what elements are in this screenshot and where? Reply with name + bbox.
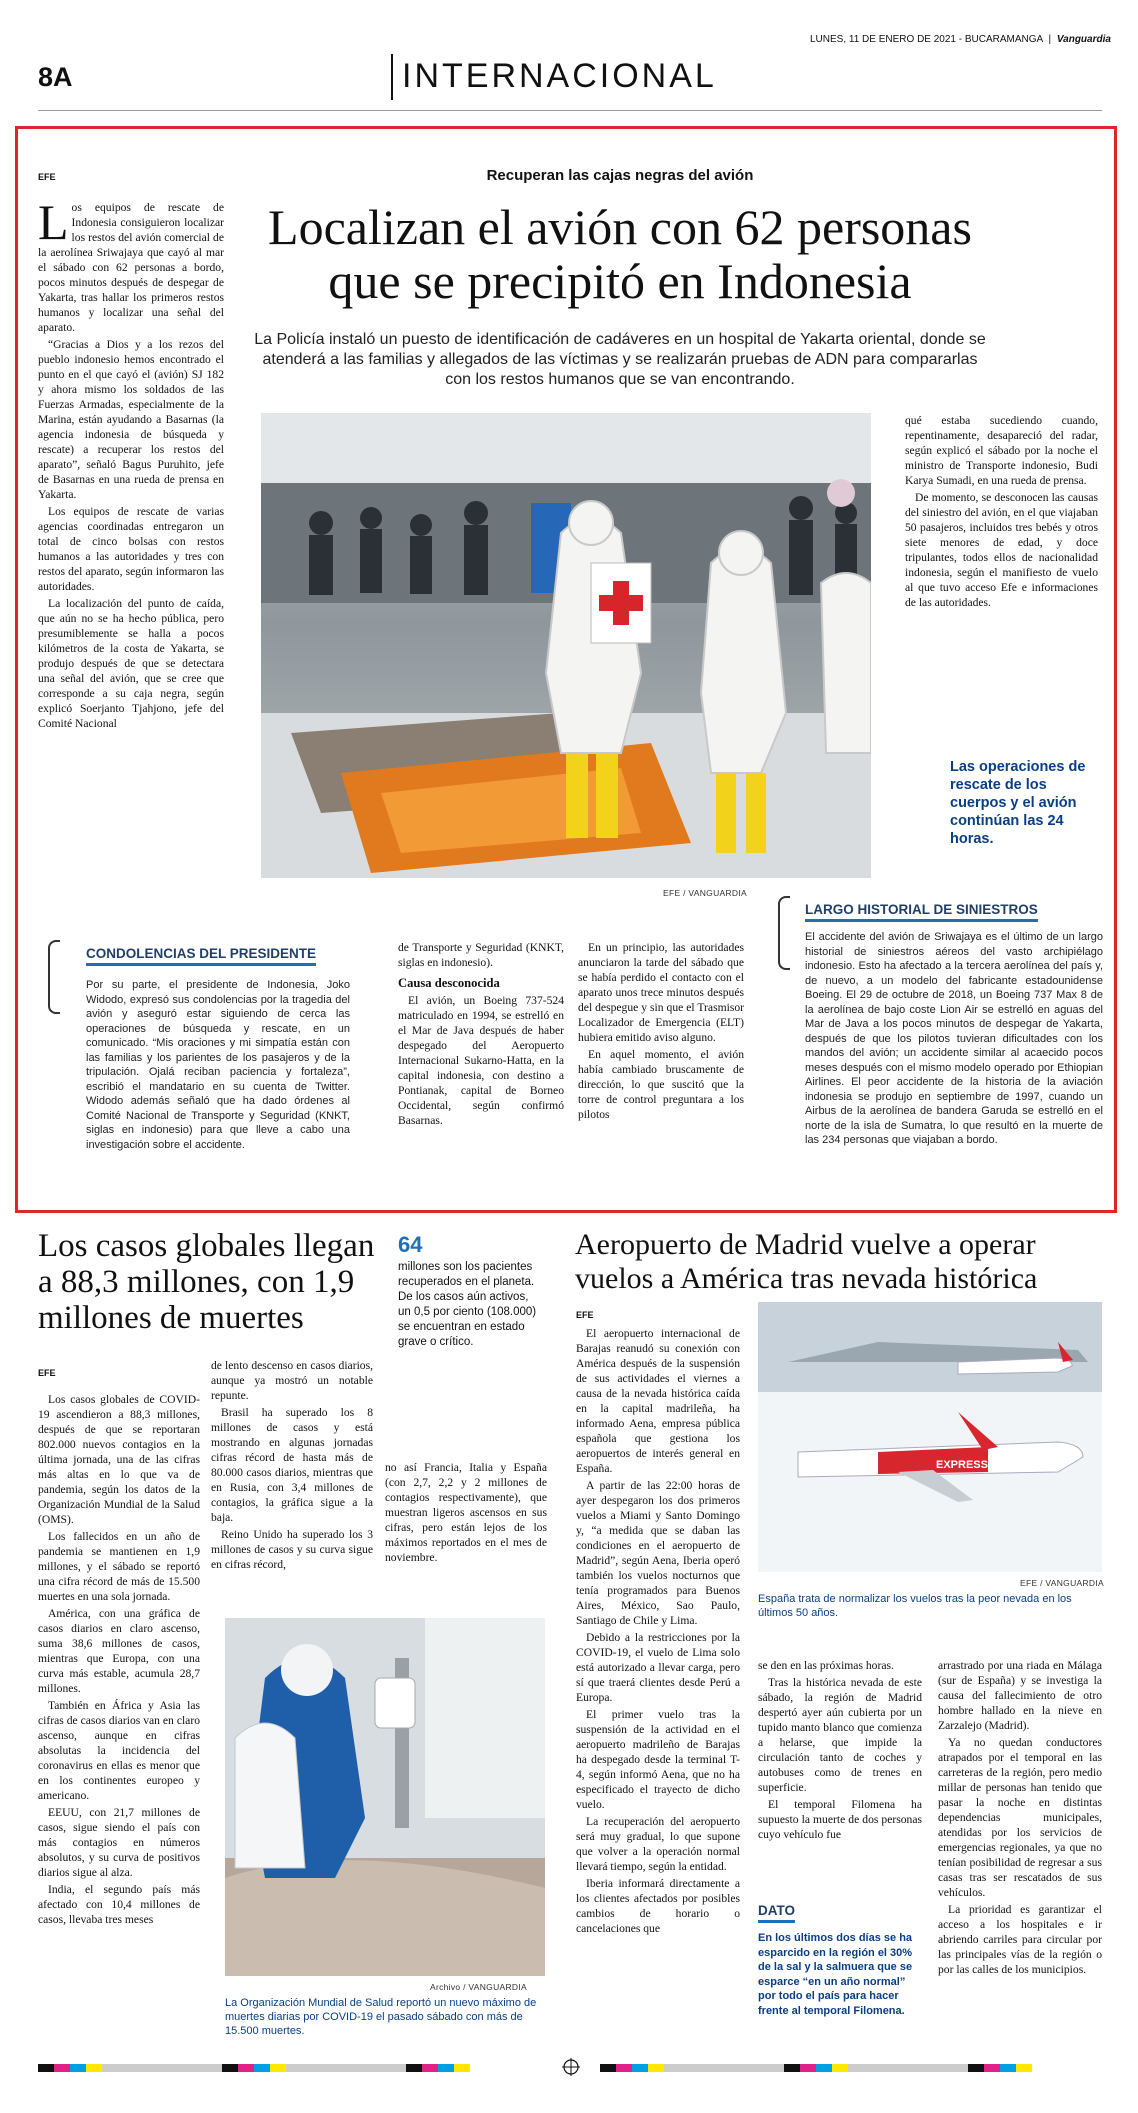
col-mid2-p1: En un principio, las autoridades anunciaron la tarde del sábado que se había perdido el contacto con el aparato unos trece minutos después del despegue y sin que el Trasmisor Localizador de Emergencia (ELT) hubiera emitido aviso alguno. [578,941,744,1044]
col-mid2-p2: En aquel momento, el avión había cambiado bruscamente de dirección, lo que suscitó que la torre de control preguntara a los pilotos [578,1048,744,1121]
main-column-mid2 [578,940,744,1124]
header-divider [391,54,393,100]
madrid-m2-p1: se den en las próximas horas. [758,1659,894,1672]
madrid-m1-p6: Iberia informará directamente a los clientes afectados por posibles cambios de horario o cancelaciones que [576,1877,740,1935]
madrid-column-3 [938,1658,1102,1979]
covid-byline: EFE [38,1368,56,1378]
color-bar-right [600,2064,1032,2072]
madrid-m1-p2: A partir de las 22:00 horas de ayer despegaron los dos primeros vuelos a Miami y Santo Domingo y, “a medida que se daban las condiciones en el aeropuerto de Madrid”, según Aena, Iberia operó también los vuelos nocturnos que tenía programados para Buenos Aires, México, Sao Paulo, Santiago de Chile y Lima. [576,1479,740,1627]
rescue-photo-credit: EFE / VANGUARDIA [663,888,747,898]
covid-c1-p5: EEUU, con 21,7 millones de casos, sigue siendo el país con más contagios en números absolutos, y su curva de positivos diarios sigue al alza. [38,1806,200,1879]
covid-column-2 [211,1358,373,1574]
main-column-right [905,413,1098,612]
madrid-m1-p1: El aeropuerto internacional de Barajas reanudó su conexión con América después de la suspensión de sus actividades el viernes a causa de la nevada histórica caída en la capital madrileña, ha informado Aena, empresa pública española que gestiona los aeropuertos de interés general en España. [576,1327,740,1475]
brand-logo: Vanguardia [1056,34,1111,45]
airport-photo-credit: EFE / VANGUARDIA [1020,1578,1104,1588]
covid-c1-p2: Los fallecidos en un año de pandemia se mantienen en 1,9 millones, y el sábado se reportó una cifra récord de más de 15.500 muertes en una sola jornada. [38,1530,200,1603]
covid-column-3 [385,1460,547,1567]
dato-title: DATO [758,1903,795,1923]
dato-box [758,1900,922,2018]
covid-column-1 [38,1392,200,1929]
covid-c2-p1: de lento descenso en casos diarios, aunque ya mostró un notable repunte. [211,1359,373,1402]
main-column-mid [398,940,564,1130]
covid-photo-illustration [225,1618,545,1976]
madrid-m3-p2: Ya no quedan conductores atrapados por el temporal en las carreteras de la región, pero medio millar de personas han tenido que pasar la noche en distintas dependencias municipales, atendidas por los servicios de emergencias regionales, ya que no tenían posibilidad de regresar a sus casas tras ser rescatados de sus vehículos. [938,1736,1102,1899]
historial-box-text: El accidente del avión de Sriwajaya es el último de un largo historial de siniestros aéreos del vasto archipiélago indonesio. Esto ha afectado a la tercera aerolínea del país y, de nuevo, a un modelo del fabricante estadounidense Boeing. El 29 de octubre de 2018, un Boeing 737 Max 8 de la aerolínea de bajo coste Lion Air se estrelló en aguas del Mar de Java a los pocos minutos de despegar de Yakarta, después de que los pilotos tuvieran dificultades con los mandos del avión; un accidente similar al acaecido pocos meses después con el mismo modelo operado por Ethiopian Airlines. El peor accidente de la historia de la aviación indonesia se produjo en septiembre de 1997, cuando un Airbus de la aerolínea de bandera Garuda se estrelló en el norte de la isla de Sumatra, lo que resultó en la muerte de las 234 personas que viajaban a bordo. [805,931,1103,1146]
covid-c1-p1: Los casos globales de COVID-19 ascendieron a 88,3 millones, después de que se reportaran 802.000 nuevos contagios en la última jornada, una de las cifras más altas en lo que va de pandemia, según los datos de la Organización Mundial de la Salud (OMS). [38,1393,200,1526]
col-mid-p2: El avión, un Boeing 737-524 matriculado en 1994, se estrelló en el Mar de Java después de haber despegado del Aeropuerto Internacional Sukarno-Hatta, en la capital indonesia, con destino a Pontianak, capital de Borneo Occidental, según confirmó Basarnas. [398,994,564,1127]
main-standfirst [240,330,1000,390]
col-mid-subhead: Causa desconocida [398,976,500,990]
covid-c2-p3: Reino Unido ha superado los 3 millones de casos y su curva sigue en cifras récord, [211,1528,373,1571]
covid-stat-box [398,1232,544,1350]
rescue-photo-illustration [261,413,871,878]
col1-p3: Los equipos de rescate de varias agencias coordinadas entregaron un total de cinco bolsas con restos humanos a las autoridades y tres con restos del aparato, según informaron las autoridades. [38,505,224,593]
madrid-m2-p3: El temporal Filomena ha supuesto la muerte de dos personas cuyo vehículo fue [758,1798,922,1841]
covid-c3-p1: no así Francia, Italia y España (con 2,7, 2,2 y 2 millones de contagios respectivamente), que muestran ligeros ascensos en sus cifras, pero están lejos de los máximos reportados en el mes de noviembre. [385,1461,547,1564]
madrid-column-1 [576,1326,740,1938]
rescue-photo-caption: Las operaciones de rescate de los cuerpos y el avión continúan las 24 horas. [950,759,1086,847]
madrid-headline-line2: vuelos a América tras nevada histórica [575,1262,1038,1295]
main-headline-line2: que se precipitó en Indonesia [328,253,912,309]
dateline [810,34,1111,45]
dato-text: En los últimos dos días se ha esparcido en la región el 30% de la sal y la salmuera que se esparce “en un año normal” por todo el país para hacer frente al temporal Filomena. [758,1932,913,2017]
col-right-p2: De momento, se desconocen las causas del siniestro del avión, en el que viajaban 50 pasajeros, incluidos tres bebés y otros siete menores de edad, y doce tripulantes, todos ellos de nacionalidad indonesia, según el manifiesto de vuelo al que tuvo acceso Efe e informaciones de las autoridades. [905,491,1098,609]
condolencias-box-title: CONDOLENCIAS DEL PRESIDENTE [86,946,316,966]
col1-p1: os equipos de rescate de Indonesia consiguieron localizar los restos del avión comercial de la aerolínea Sriwajaya que cayó al mar el sábado con 62 personas a bordo, pocos minutos después de despegar de Yakarta, tras hallar los primeros restos humanos y localizar una señal del aparato. [38,201,224,334]
color-bar-left [38,2064,470,2072]
main-kicker: Recuperan las cajas negras del avión [486,167,754,184]
airport-photo-caption: España trata de normalizar los vuelos tras la peor nevada en los últimos 50 años. [758,1593,1072,1619]
covid-stat-text: millones son los pacientes recuperados en el planeta. De los casos aún activos, un 0,5 por ciento (108.000) se encuentran en estado grave o crítico. [398,1261,537,1348]
airport-photo-illustration [758,1302,1102,1572]
covid-photo-caption: La Organización Mundial de Salud reportó un nuevo máximo de muertes diarias por COVID-19 el pasado sábado con más de 15.500 muertes. [225,1997,537,2037]
covid-c1-p3: América, con una gráfica de casos diarios en claro ascenso, suma 38,6 millones de casos, mientras que Europa, con una curva más estable, acumula 28,7 millones. [38,1607,200,1695]
historial-bracket [778,896,790,970]
covid-headline-line2: a 88,3 millones, con 1,9 [38,1264,355,1300]
madrid-headline [575,1228,1115,1296]
covid-headline-line3: millones de muertes [38,1300,304,1336]
covid-headline [38,1228,378,1336]
madrid-column-2 [758,1658,922,1844]
standfirst-line2: atenderá a las familias y allegados de las víctimas y se realizarán pruebas de ADN para compararlas [262,351,978,368]
madrid-m2-p2: Tras la histórica nevada de este sábado, la región de Madrid despertó ayer aún cubierta por un tupido manto blanco que comienza a helarse, que impide la circulación tanto de coches y autobuses como de trenes en superficie. [758,1676,922,1794]
dateline-separator: | [1048,34,1052,45]
madrid-m1-p4: El primer vuelo tras la suspensión de la actividad en el aeropuerto madrileño de Barajas ha despegado desde la terminal T-4, según informó Aena, que no ha especificado el trayecto de dicho vuelo. [576,1708,740,1811]
covid-photo-credit: Archivo / VANGUARDIA [430,1982,528,1992]
header-rule [38,110,1102,111]
covid-stat-number: 64 [398,1232,423,1257]
col-mid-p1: de Transporte y Seguridad (KNKT, siglas en indonesio). [398,941,564,969]
covid-photo [225,1618,545,1976]
col-right-p1: qué estaba sucediendo cuando, repentinamente, desapareció del radar, según explicó el sábado por la noche el ministro de Transporte indonesio, Budi Karya Sumadi, en una rueda de prensa. [905,414,1098,487]
condolencias-bracket [48,940,60,1014]
drop-cap: L [38,194,69,250]
main-byline: EFE [38,172,56,182]
covid-c1-p4: También en África y Asia las cifras de casos diarios van en claro ascenso, aunque en cifras absolutas la incidencia del coronavirus en ellas es menor que en los continentes europeo y americano. [38,1699,200,1802]
plane-livery-text: EXPRESS [936,1459,988,1471]
airport-photo [758,1302,1102,1572]
madrid-byline: EFE [576,1310,594,1320]
madrid-m3-p1: arrastrado por una riada en Málaga (sur de España) y se investiga la causa del fallecimiento de otro hombre hallado en la nieve en Zarzalejo (Madrid). [938,1659,1102,1732]
historial-box-title: LARGO HISTORIAL DE SINIESTROS [805,902,1038,922]
col1-p4: La localización del punto de caída, que aún no se ha hecho pública, pero presumiblemente se halla a pocos kilómetros de la costa de Yakarta, se produjo después de que se detectara una señal del avión, que se cree que corresponde a su caja negra, según explicó Soerjanto Tjahjono, jefe del Comité Nacional [38,597,224,730]
main-headline-line1: Localizan el avión con 62 personas [268,199,972,255]
section-title: INTERNACIONAL [402,57,717,95]
condolencias-box-text: Por su parte, el presidente de Indonesia, Joko Widodo, expresó sus condolencias por la tragedia del avión y aseguró estar siguiendo de cerca las operaciones de búsqueda y rescate, en un comunicado. “Mis oraciones y mi simpatía están con las familias y los parientes de los pasajeros y de la tripulación. Ojalá reciban paciencia y fortaleza”, escribió el mandatario en su cuenta de Twitter. Widodo además señaló que ha dado órdenes al Comité Nacional de Transporte y Seguridad (KNKT, siglas en indonesio) para que lleve a cabo una investigación sobre el accidente. [86,979,350,1151]
madrid-m3-p3: La prioridad es garantizar el acceso a los hospitales e ir abriendo carriles para circular por las principales vías de la región o por las calles de los municipios. [938,1903,1102,1976]
dateline-text: LUNES, 11 DE ENERO DE 2021 - BUCARAMANGA [810,34,1043,45]
standfirst-line1: La Policía instaló un puesto de identificación de cadáveres en un hospital de Yakarta oriental, donde se [254,331,986,348]
madrid-headline-line1: Aeropuerto de Madrid vuelve a operar [575,1228,1036,1261]
standfirst-line3: con los restos humanos que se van encontrando. [445,371,795,388]
registration-mark-icon [562,2058,580,2076]
col1-p2: “Gracias a Dios y a los rezos del pueblo indonesio hemos encontrado el punto en el que cayó el (avión) SJ 182 y ahora mismo los soldados de las Fuerzas Armadas, especialmente de la Marina, están ayudando a Basarnas (la agencia indonesia de búsqueda y rescate) a recuperar los restos del aparato”, señaló Bagus Puruhito, jefe de Basarnas en una rueda de prensa en Yakarta. [38,338,224,501]
madrid-m1-p3: Debido a la restricciones por la COVID-19, el vuelo de Lima solo está autorizado a llevar carga, pero sí que traerá clientes desde Perú a Europa. [576,1631,740,1704]
madrid-m1-p5: La recuperación del aeropuerto será muy gradual, lo que supone que volver a la operación normal llevará tiempo, según la entidad. [576,1815,740,1873]
rescue-photo [261,413,871,878]
main-headline [240,200,1000,308]
covid-headline-line1: Los casos globales llegan [38,1228,375,1264]
covid-c2-p2: Brasil ha superado los 8 millones de casos y está mostrando en algunas jornadas cifras récord de hasta más de 80.000 casos diarios, mientras que en Rusia, con 3,4 millones de contagios, la gráfica sigue a la baja. [211,1406,373,1524]
main-column-1 [38,194,224,733]
page-number: 8A [38,62,73,92]
covid-c1-p6: India, el segundo país más afectado con 10,4 millones de casos, llevaba tres meses [38,1883,200,1926]
